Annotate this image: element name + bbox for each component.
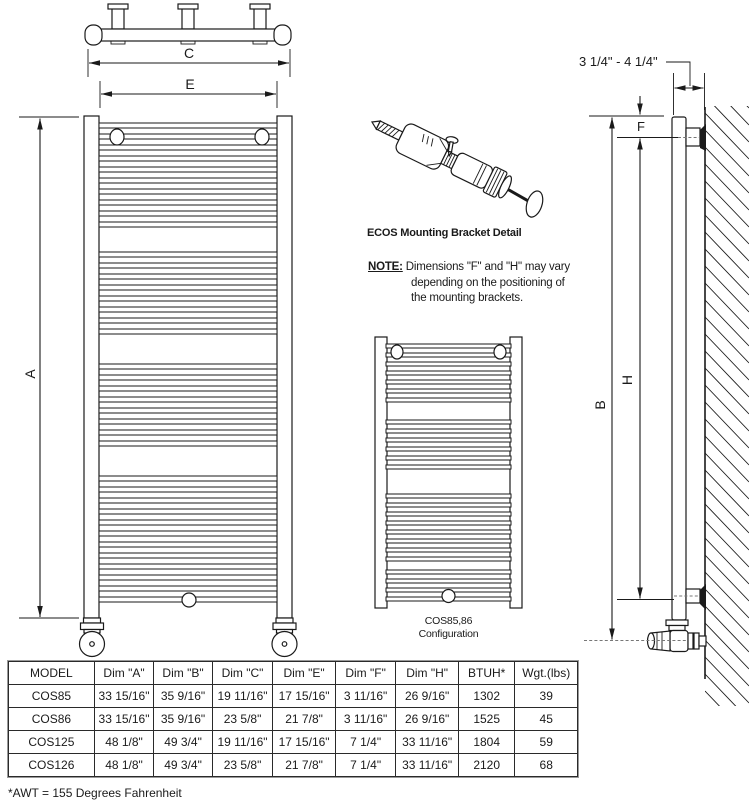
spec-cell: 2120 bbox=[458, 754, 514, 777]
wall-offset-label: 3 1/4" - 4 1/4" bbox=[579, 54, 658, 69]
spec-cell: 49 3/4" bbox=[154, 754, 213, 777]
wall-hatching bbox=[705, 62, 749, 737]
configuration-caption bbox=[385, 615, 512, 641]
spec-cell: 21 7/8" bbox=[273, 754, 336, 777]
note-label: NOTE: bbox=[368, 261, 403, 273]
right-valve bbox=[272, 618, 297, 657]
towel-bars bbox=[99, 123, 277, 602]
spec-cell: 35 9/16" bbox=[154, 708, 213, 731]
top-view-bar bbox=[100, 29, 276, 41]
spec-cell: 21 7/8" bbox=[273, 708, 336, 731]
wall-plate bbox=[523, 189, 546, 219]
mounting-posts bbox=[108, 4, 270, 29]
caption-line-2: Configuration bbox=[418, 628, 479, 640]
dim-label-c: C bbox=[183, 45, 195, 61]
spec-cell: 49 3/4" bbox=[154, 731, 213, 754]
dim-label-f: F bbox=[637, 119, 645, 134]
dim-label-a: A bbox=[22, 369, 38, 379]
left-rail bbox=[375, 337, 387, 608]
spec-cell: 1804 bbox=[458, 731, 514, 754]
model-cell: COS125 bbox=[9, 731, 95, 754]
spec-cell: 45 bbox=[515, 708, 578, 731]
dim-label-e: E bbox=[185, 76, 195, 92]
model-cell: COS86 bbox=[9, 708, 95, 731]
right-mount-bolt bbox=[494, 345, 506, 359]
mounting-note bbox=[368, 260, 581, 307]
angle-valve bbox=[648, 620, 707, 652]
spec-cell: 1525 bbox=[458, 708, 514, 731]
towel-bars bbox=[386, 344, 511, 601]
note-text: Dimensions "F" and "H" may vary depending on the positioning of the mounting brackets. bbox=[405, 261, 570, 304]
spec-cell: 68 bbox=[515, 754, 578, 777]
spec-cell: 7 1/4" bbox=[335, 731, 396, 754]
bottom-vent bbox=[182, 593, 196, 607]
table-row bbox=[9, 754, 578, 777]
top-view-drawing bbox=[85, 4, 291, 45]
right-rail bbox=[510, 337, 522, 608]
left-valve bbox=[80, 618, 105, 657]
spec-cell: 7 1/4" bbox=[335, 754, 396, 777]
leader-line bbox=[666, 62, 690, 86]
column-header: Dim "H" bbox=[396, 662, 459, 685]
spec-cell: 17 15/16" bbox=[273, 685, 336, 708]
column-header: Dim "A" bbox=[94, 662, 154, 685]
spec-cell: 59 bbox=[515, 731, 578, 754]
spec-cell: 3 11/16" bbox=[335, 685, 396, 708]
left-mount-bolt bbox=[391, 345, 403, 359]
column-header: Dim "F" bbox=[335, 662, 396, 685]
left-mount-bolt bbox=[110, 129, 124, 145]
spec-cell: 26 9/16" bbox=[396, 685, 459, 708]
table-row bbox=[9, 731, 578, 754]
model-cell: COS126 bbox=[9, 754, 95, 777]
model-cell: COS85 bbox=[9, 685, 95, 708]
spec-cell: 3 11/16" bbox=[335, 708, 396, 731]
column-header: Dim "C" bbox=[212, 662, 273, 685]
spec-cell: 26 9/16" bbox=[396, 708, 459, 731]
spec-cell: 19 11/16" bbox=[212, 731, 273, 754]
column-header: Dim "B" bbox=[154, 662, 213, 685]
column-header: Wgt.(lbs) bbox=[515, 662, 578, 685]
spec-table bbox=[8, 661, 578, 777]
column-header: BTUH* bbox=[458, 662, 514, 685]
spec-cell: 48 1/8" bbox=[94, 731, 154, 754]
right-end-cap bbox=[274, 25, 291, 45]
lower-bracket bbox=[686, 584, 706, 610]
spec-cell: 39 bbox=[515, 685, 578, 708]
table-row bbox=[9, 685, 578, 708]
left-rail bbox=[84, 116, 99, 618]
spec-cell: 33 15/16" bbox=[94, 708, 154, 731]
spec-cell: 48 1/8" bbox=[94, 754, 154, 777]
radiator-profile bbox=[672, 117, 686, 620]
dim-label-h: H bbox=[619, 374, 635, 386]
right-mount-bolt bbox=[255, 129, 269, 145]
bracket-pin bbox=[508, 190, 530, 202]
bracket-detail-drawing bbox=[365, 108, 551, 221]
table-header-row bbox=[9, 662, 578, 685]
right-rail bbox=[277, 116, 292, 618]
column-header: MODEL bbox=[9, 662, 95, 685]
column-header: Dim "E" bbox=[273, 662, 336, 685]
table-row bbox=[9, 708, 578, 731]
awt-footnote: *AWT = 155 Degrees Fahrenheit bbox=[8, 786, 182, 800]
front-view-drawing bbox=[80, 116, 298, 657]
cos85-86-configuration-drawing bbox=[375, 337, 522, 608]
spec-cell: 33 15/16" bbox=[94, 685, 154, 708]
bracket-detail-title: ECOS Mounting Bracket Detail bbox=[367, 227, 522, 239]
spec-cell: 19 11/16" bbox=[212, 685, 273, 708]
spec-cell: 17 15/16" bbox=[273, 731, 336, 754]
dim-label-b: B bbox=[592, 400, 608, 410]
spec-cell: 23 5/8" bbox=[212, 708, 273, 731]
spec-cell: 33 11/16" bbox=[396, 731, 459, 754]
spec-cell: 1302 bbox=[458, 685, 514, 708]
side-view-drawing bbox=[648, 62, 750, 737]
spec-cell: 23 5/8" bbox=[212, 754, 273, 777]
spec-cell: 33 11/16" bbox=[396, 754, 459, 777]
caption-line-1: COS85,86 bbox=[424, 615, 473, 627]
left-end-cap bbox=[85, 25, 102, 45]
spec-cell: 35 9/16" bbox=[154, 685, 213, 708]
bottom-vent bbox=[442, 590, 455, 603]
